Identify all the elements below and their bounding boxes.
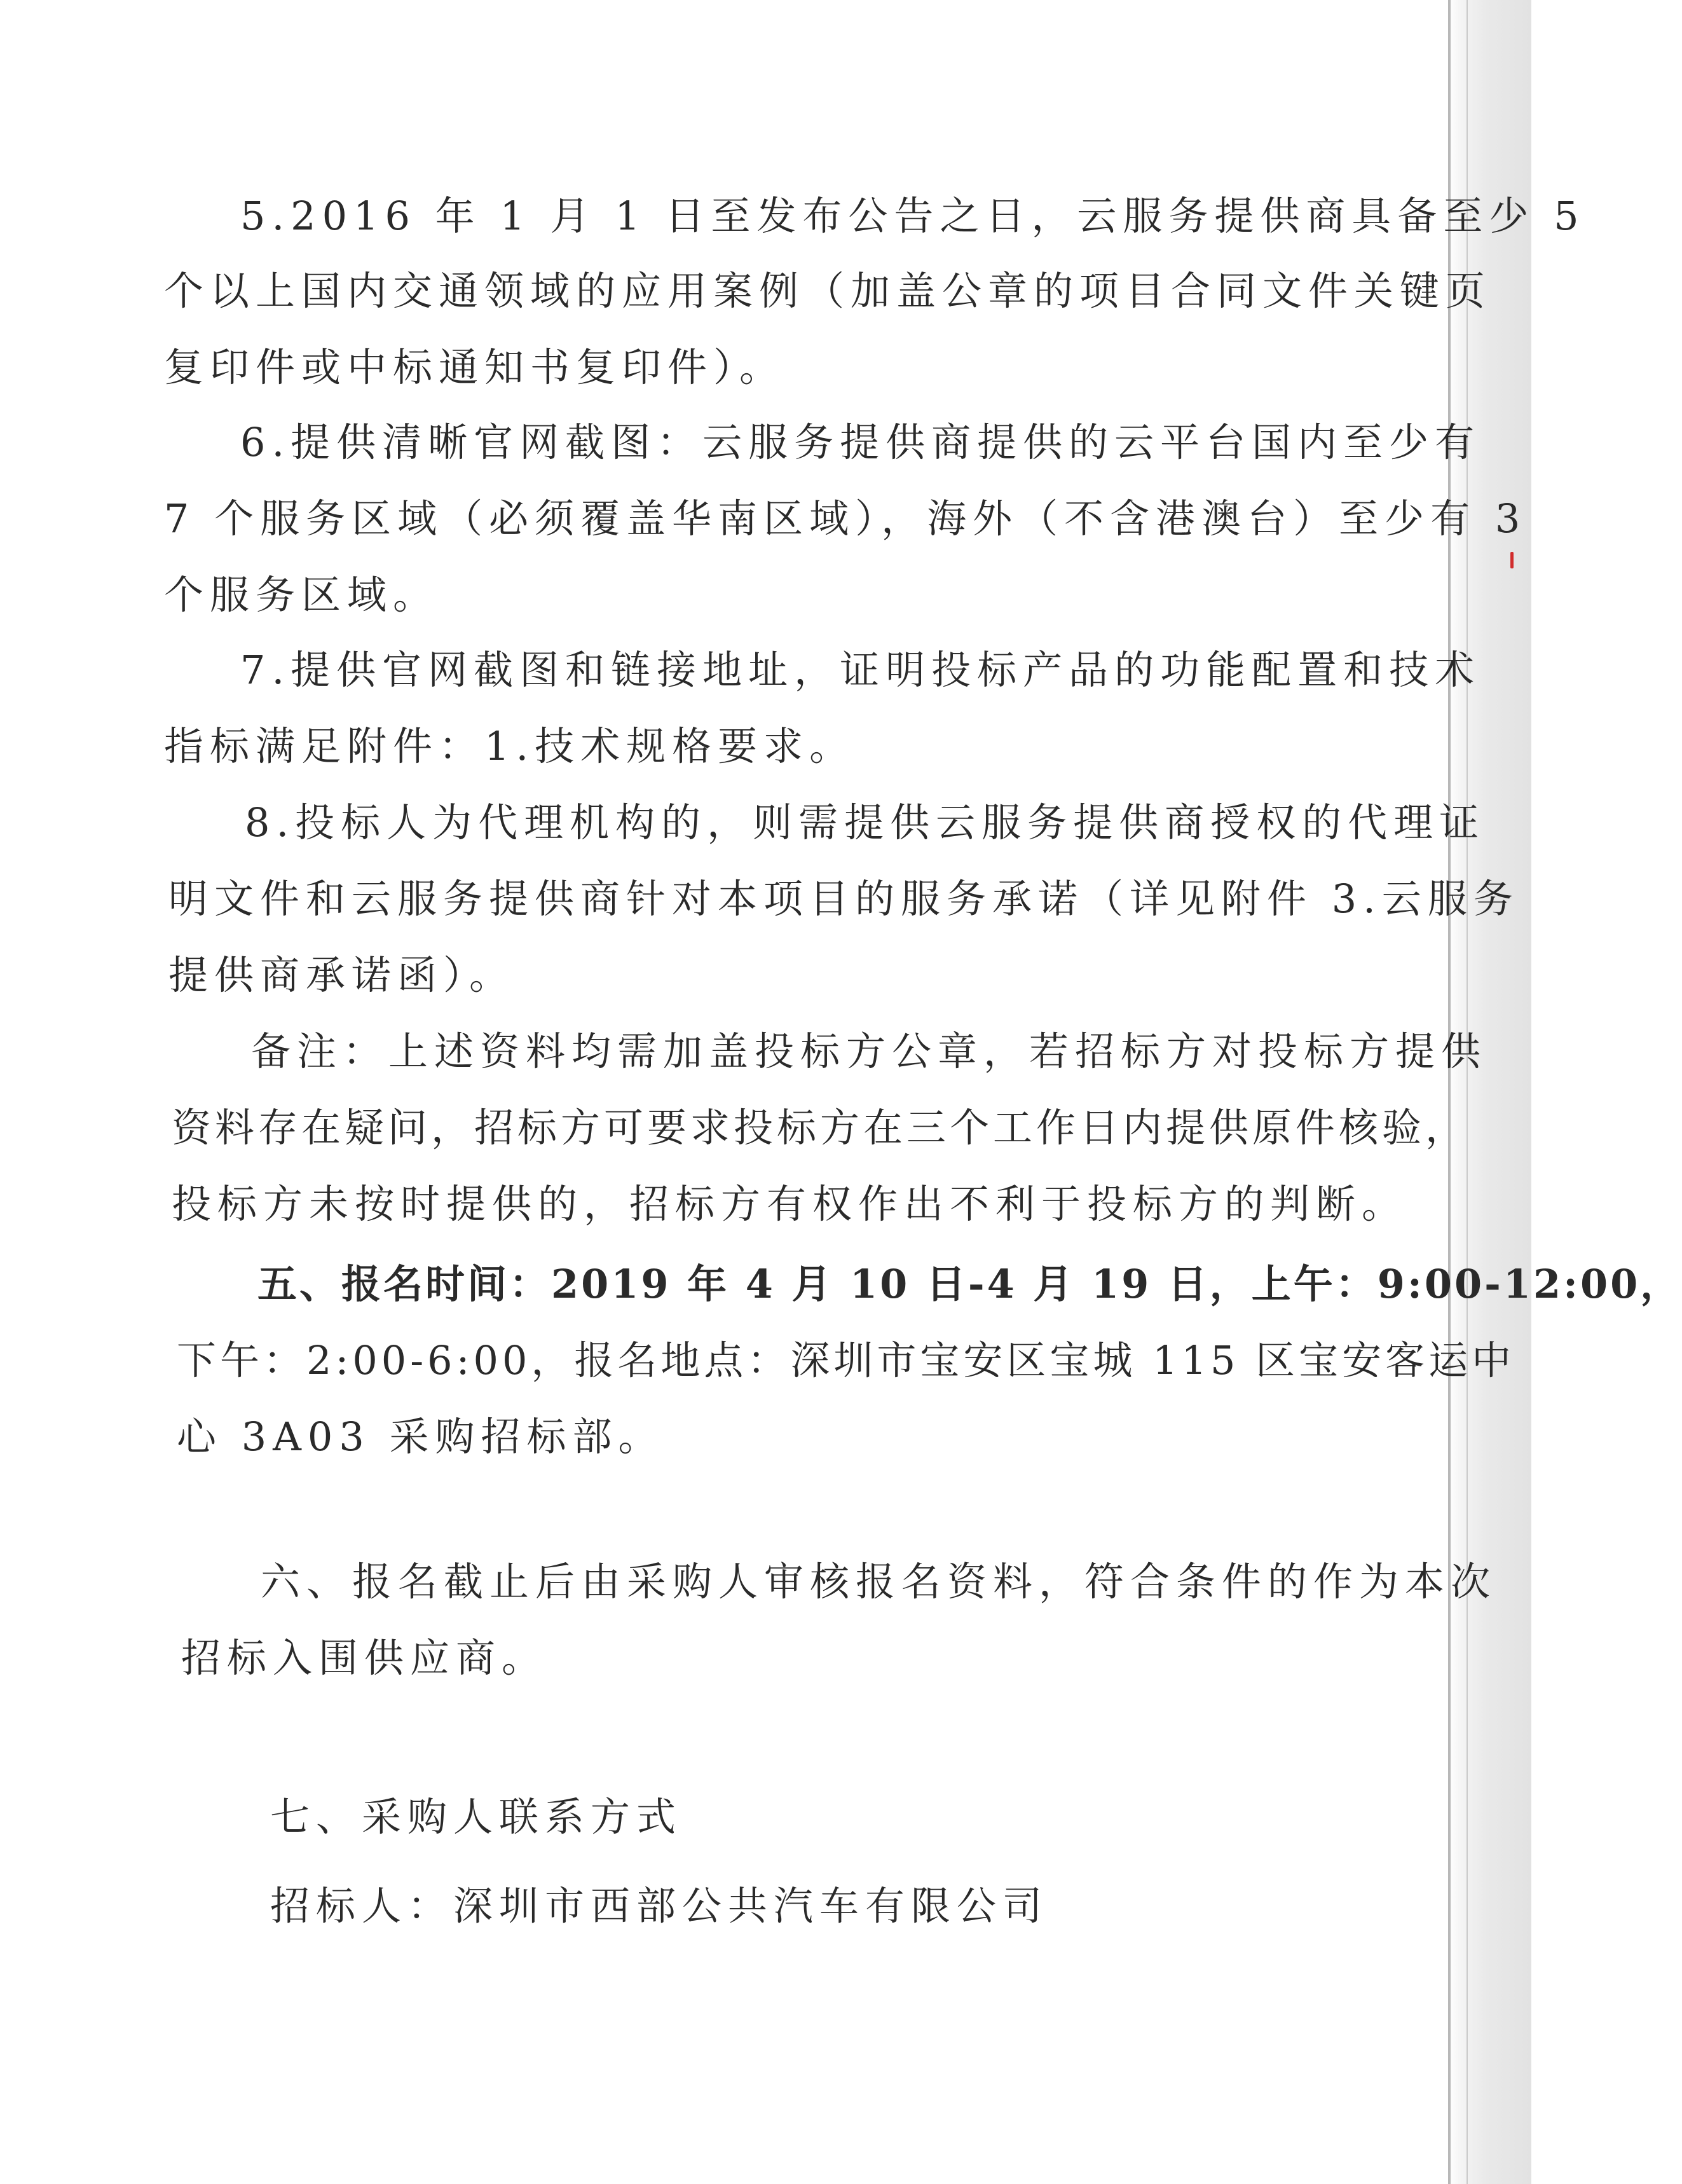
item-6-line-2: 7 个服务区域（必须覆盖华南区域），海外（不含港澳台）至少有 3 [164, 495, 1527, 542]
scan-binding-line-secondary [1467, 0, 1468, 2184]
item-7-line-1: 7.提供官网截图和链接地址，证明投标产品的功能配置和技术 [240, 647, 1481, 693]
note-line-3: 投标方未按时提供的，招标方有权作出不利于投标方的判断。 [172, 1181, 1408, 1227]
item-8-line-1: 8.投标人为代理机构的，则需提供云服务提供商授权的代理证 [245, 799, 1486, 846]
section-5-line-2: 下午：2:00-6:00，报名地点：深圳市宝安区宝城 115 区宝安客运中 [177, 1337, 1515, 1384]
item-7-line-2: 指标满足附件：1.技术规格要求。 [164, 723, 856, 769]
item-5-line-3: 复印件或中标通知书复印件）。 [164, 344, 786, 390]
tenderer-line: 招标人：深圳市西部公共汽车有限公司 [270, 1883, 1049, 1929]
scan-page-edge [1449, 0, 1531, 2184]
section-7-heading: 七、采购人联系方式 [270, 1794, 683, 1840]
note-line-2: 资料存在疑问，招标方可要求投标方在三个工作日内提供原件核验， [172, 1104, 1469, 1151]
item-6-line-1: 6.提供清晰官网截图：云服务提供商提供的云平台国内至少有 [240, 419, 1481, 465]
item-5-line-2: 个以上国内交通领域的应用案例（加盖公章的项目合同文件关键页 [164, 268, 1492, 314]
section-5-line-1: 五、报名时间：2019 年 4 月 10 日-4 月 19 日，上午：9:00-12:00， [257, 1261, 1682, 1307]
item-5-line-1: 5.2016 年 1 月 1 日至发布公告之日，云服务提供商具备至少 5 [240, 193, 1585, 239]
item-6-line-3: 个服务区域。 [164, 572, 439, 618]
item-8-line-2: 明文件和云服务提供商针对本项目的服务承诺（详见附件 3.云服务 [168, 876, 1519, 922]
red-ink-mark [1510, 552, 1514, 568]
section-5-line-3: 心 3A03 采购招标部。 [177, 1413, 664, 1460]
note-line-1: 备注：上述资料均需加盖投标方公章，若招标方对投标方提供 [251, 1028, 1487, 1075]
section-6-line-1: 六、报名截止后由采购人审核报名资料，符合条件的作为本次 [261, 1558, 1497, 1605]
section-6-line-2: 招标入围供应商。 [181, 1635, 548, 1681]
item-8-line-3: 提供商承诺函）。 [168, 952, 516, 998]
